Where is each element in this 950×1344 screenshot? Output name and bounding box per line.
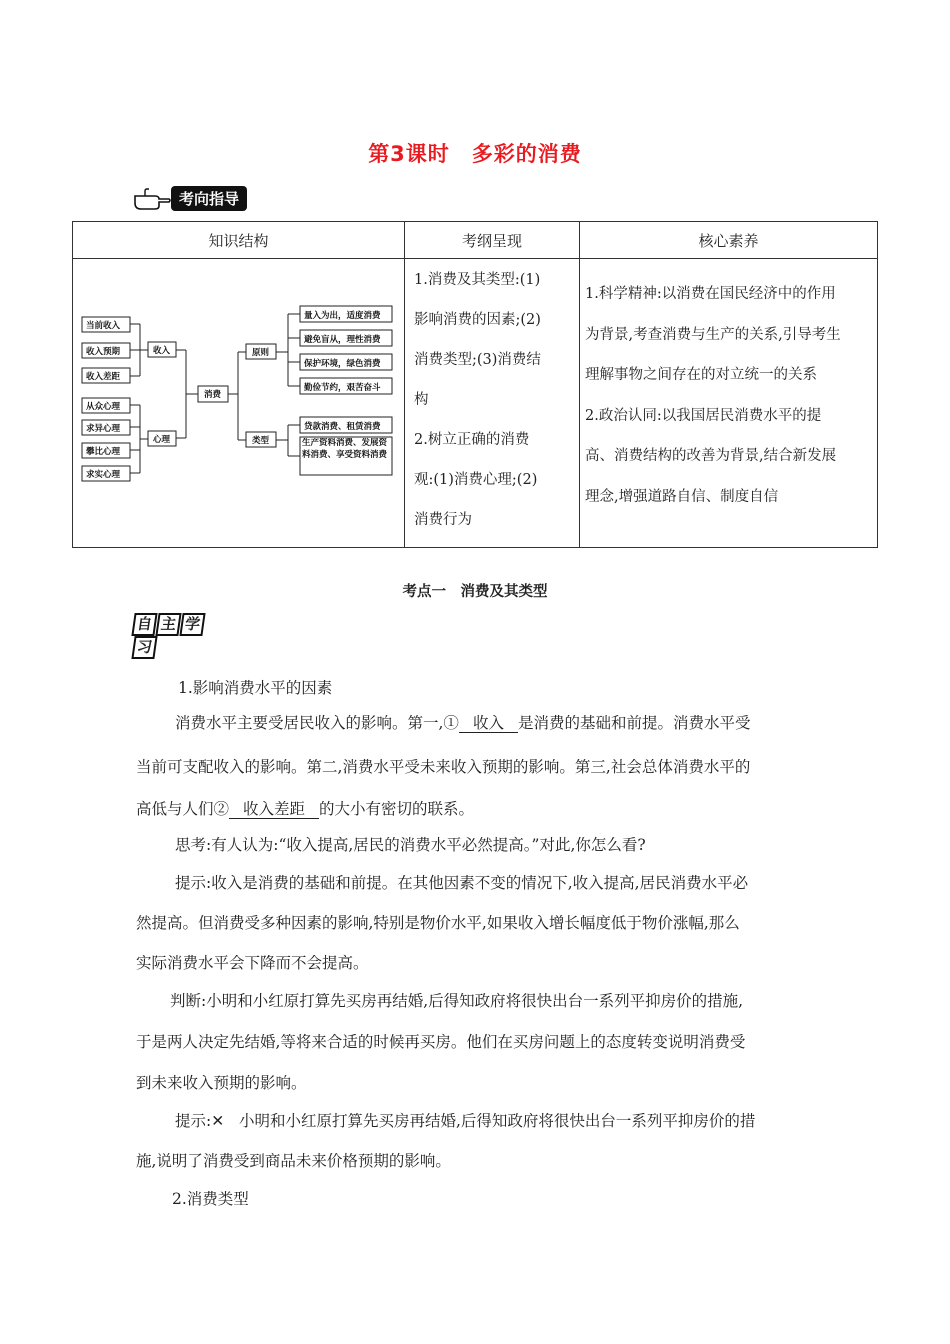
judge-line1: 判断:小明和小红原打算先买房再结婚,后得知政府将很快出台一系列平抑房价的措施,	[170, 992, 744, 1010]
text: 消费水平主要受居民收入的影响。第一,①	[175, 714, 459, 732]
self-study-char: 学	[179, 613, 205, 636]
para1-line1	[175, 706, 750, 740]
syllabus-line: 观:(1)消费心理;(2)	[414, 472, 538, 488]
self-study-char: 主	[155, 613, 181, 636]
syllabus-line: 消费类型;(3)消费结	[414, 352, 541, 368]
core-line: 1.科学精神:以消费在国民经济中的作用	[585, 286, 836, 302]
text: 是消费的基础和前提。消费水平受	[517, 714, 751, 732]
node-principle-label: 原则	[252, 348, 270, 358]
syllabus-text	[406, 260, 578, 540]
guide-badge	[133, 186, 247, 211]
hint1-line3: 实际消费水平会下降而不会提高。	[136, 954, 369, 972]
judge-line2: 于是两人决定先结婚,等将来合适的时候再买房。他们在买房问题上的态度转变说明消费受	[136, 1033, 746, 1051]
node-income-gap-label: 收入差距	[86, 372, 121, 382]
node-type-label: 类型	[252, 436, 270, 446]
self-study-char: 自	[131, 613, 157, 636]
node-income-label: 收入	[153, 346, 171, 356]
node-principle-3-label: 保护环境，绿色消费	[304, 359, 381, 369]
para1-line2: 当前可支配收入的影响。第二,消费水平受未来收入预期的影响。第三,社会总体消费水平的	[136, 758, 751, 776]
answer-blank-1: 收入	[459, 714, 518, 733]
node-consumption-label: 消费	[204, 390, 222, 400]
syllabus-line: 影响消费的因素;(2)	[414, 312, 541, 328]
answer-blank-2: 收入差距	[229, 800, 319, 819]
syllabus-line: 2.树立正确的消费	[414, 432, 530, 448]
hint2-line1	[175, 1104, 755, 1138]
pointing-hand-icon	[133, 188, 171, 210]
core-line: 理念,增强道路自信、制度自信	[585, 488, 779, 505]
judge-line3: 到未来收入预期的影响。	[136, 1074, 307, 1092]
node-practical-label: 求实心理	[86, 470, 121, 480]
syllabus-line: 1.消费及其类型:(1)	[414, 272, 541, 288]
node-herd-label: 从众心理	[86, 402, 121, 412]
guide-table	[72, 221, 878, 548]
node-principle-1-label: 量入为出，适度消费	[304, 311, 381, 321]
para1-line3	[136, 792, 474, 826]
node-income-expectation-label: 收入预期	[86, 347, 121, 357]
knowledge-structure-cell	[73, 259, 405, 548]
core-line: 理解事物之间存在的对立统一的关系	[585, 367, 817, 383]
core-text	[581, 260, 876, 517]
self-study-badge	[133, 613, 225, 656]
text: 小明和小红原打算先买房再结婚,后得知政府将很快出台一系列平抑房价的措	[239, 1112, 756, 1130]
hint2-line2: 施,说明了消费受到商品未来价格预期的影响。	[136, 1152, 451, 1170]
syllabus-line: 构	[414, 392, 429, 408]
node-principle-2-label: 避免盲从，理性消费	[304, 335, 381, 345]
hint2-label: 提示:✕	[175, 1112, 225, 1130]
node-compare-label: 攀比心理	[86, 447, 121, 457]
think-question: 思考:有人认为:“收入提高,居民的消费水平必然提高。”对此,你怎么看?	[175, 836, 646, 854]
text: 的大小有密切的联系。	[319, 800, 475, 818]
core-cell	[580, 259, 878, 548]
hint1-line2: 然提高。但消费受多种因素的影响,特别是物价水平,如果收入增长幅度低于物价涨幅,那么	[136, 914, 740, 932]
node-principle-4-label: 勤俭节约，艰苦奋斗	[304, 383, 381, 393]
guide-badge-label: 考向指导	[171, 186, 247, 211]
node-differ-label: 求异心理	[86, 424, 121, 434]
core-line: 2.政治认同:以我国居民消费水平的提	[585, 407, 822, 424]
node-type-1-label: 贷款消费、租赁消费	[304, 422, 381, 432]
core-line: 高、消费结构的改善为背景,结合新发展	[585, 448, 837, 464]
kaodian-heading: 考点一 消费及其类型	[402, 584, 548, 600]
node-mind-label: 心理	[153, 435, 171, 445]
section-heading-1: 1.影响消费水平的因素	[178, 679, 333, 697]
knowledge-mindmap	[74, 260, 403, 542]
text: 高低与人们②	[136, 800, 230, 818]
header-structure: 知识结构	[73, 222, 405, 259]
node-type-2-label: 生产资料消费、发展资料消费、享受资料消费	[302, 438, 388, 460]
header-core: 核心素养	[580, 222, 878, 259]
syllabus-line: 消费行为	[414, 512, 472, 528]
syllabus-cell	[405, 259, 580, 548]
node-type-2-wrap	[302, 438, 392, 476]
node-current-income-label: 当前收入	[86, 321, 121, 331]
core-line: 为背景,考查消费与生产的关系,引导考生	[585, 326, 841, 343]
section-heading-2: 2.消费类型	[172, 1190, 249, 1208]
hint1-line1: 提示:收入是消费的基础和前提。在其他因素不变的情况下,收入提高,居民消费水平必	[175, 874, 749, 892]
header-syllabus: 考纲呈现	[405, 222, 580, 259]
self-study-char: 习	[131, 636, 157, 659]
page-title: 第3课时 多彩的消费	[368, 142, 582, 166]
